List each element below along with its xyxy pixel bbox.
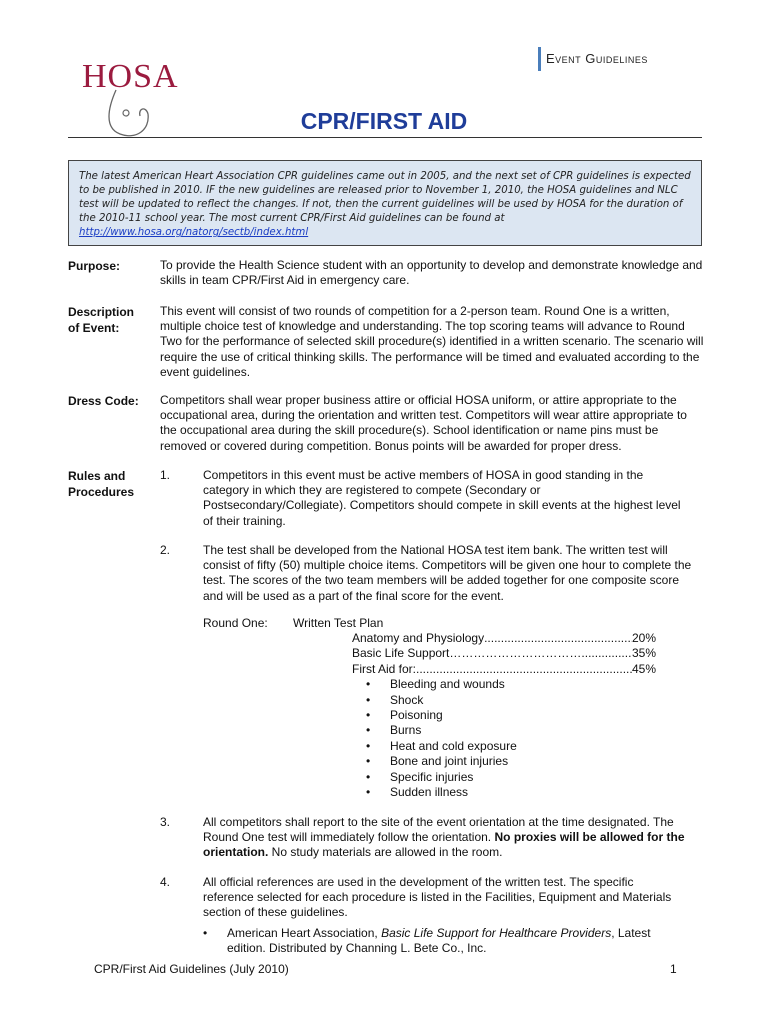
plan-topic: First Aid for: [352,661,417,676]
rules-label [68,468,134,500]
section-label: Event Guidelines [546,51,648,66]
test-plan-row [352,646,656,661]
rule-text: Competitors in this event must be active members of HOSA in good standing in the category in which they are registered to compete (Secondary or Postsecondary/Collegiate). Competitors should compete in skill events at the highest level of their training. [203,468,681,528]
rules-label-line1: Rules and [68,469,126,483]
dot-leader [588,646,632,661]
plan-percent: 45% [631,661,656,676]
rule-text: The test shall be developed from the National HOSA test item bank. The written test will consist of fifty (50) multiple choice items. Competitors will be given one hour to complete the test. The scores of the two team members will be added together for one composite score and will be used as a part of the final score for the event. [203,543,692,603]
test-plan-row [352,662,656,677]
header-accent-bar [538,47,541,71]
footer-title: CPR/First Aid Guidelines (July 2010) [94,962,289,976]
plan-percent: 20% [631,631,656,645]
dot-leader [416,662,632,677]
round-one-label: Round One: [203,616,268,630]
description-label [68,304,134,336]
list-item: • Sudden illness [362,785,656,800]
plan-percent: 35% [631,646,656,661]
reference-text: , Latest edition. Distributed by Channing L. Bete Co., Inc. [227,926,651,956]
list-item: • Poisoning [362,708,656,723]
description-label-line2: of Event: [68,321,120,335]
rule-number: 3. [160,815,171,829]
rule-text-part: No study materials are allowed in the room. [268,845,503,860]
guidelines-link[interactable]: http://www.hosa.org/natorg/sectb/index.html [79,227,309,238]
dress-code-label: Dress Code: [68,394,139,408]
title-divider [68,137,702,138]
reference-title: Basic Life Support for Healthcare Providers [381,926,612,940]
rule-text: All official references are used in the development of the written test. The specific reference selected for each procedure is listed in the Facilities, Equipment and Materials section of these guidelines. [203,875,672,920]
reference-item [199,926,679,957]
plan-topic: Basic Life Support…………………………….. [352,646,589,661]
rule-text [203,815,703,861]
reference-list [199,926,679,957]
rule-text-part: All competitors shall report to the site of the event orientation at the time designated. The Round One test will immediately follow the orientation. [203,815,674,845]
page-title: CPR/FIRST AID [300,108,468,134]
description-label-line1: Description [68,305,135,319]
list-item: • Specific injuries [362,770,656,785]
test-plan-table [352,631,656,800]
test-plan-title: Written Test Plan [293,616,384,630]
rule-text-bold: No proxies will be allowed for the orientation. [203,830,685,860]
dot-leader [484,631,632,646]
list-item: • Shock [362,693,656,708]
rule-number: 2. [160,543,171,557]
list-item: • Heat and cold exposure [362,739,656,754]
list-item: • Bone and joint injuries [362,754,656,769]
purpose-text: To provide the Health Science student with an opportunity to develop and demonstrate knowledge and skills in team CPR/First Aid in emergency care. [160,258,703,288]
guidelines-notice [68,160,702,246]
hosa-logo-text: HOSA [82,58,179,95]
notice-text: The latest American Heart Association CPR guidelines came out in 2005, and the next set of CPR guidelines is expected to be published in 2010. IF the new guidelines are released prior to November 1, 2010, the HOSA guidelines and NLC test will be updated to reflect the changes. If not, then the current guidelines will be used by HOSA for the duration of the 2010-11 school year. The most current CPR/First Aid guidelines can be found at [79,171,691,224]
list-item: • Bleeding and wounds [362,677,656,692]
list-item: • Burns [362,723,656,738]
plan-topic: Anatomy and Physiology [352,631,485,645]
reference-text: American Heart Association, [227,926,382,940]
dress-code-text: Competitors shall wear proper business attire or official HOSA uniform, or attire appropriate to the occupational area, during the orientation and written test. Competitors will wear attire appropriate to the occupational area during the skill procedure(s). School identification or name pins must be removed or covered during competition. Bonus points will be awarded for proper dress. [160,393,687,453]
rule-number: 4. [160,875,171,889]
page-number: 1 [670,962,677,976]
test-plan-row [352,631,656,646]
first-aid-topics [362,677,656,800]
purpose-label: Purpose: [68,259,121,273]
rules-label-line2: Procedures [68,485,135,499]
rule-number: 1. [160,468,171,482]
description-text: This event will consist of two rounds of competition for a 2-person team. Round One is a written, multiple choice test of knowledge and understanding. The top scoring teams will advance to Round Two for the performance of selected skill procedure(s) identified in a written scenario. The scenario will require the use of critical thinking skills. The performance will be timed and evaluated according to the event guidelines. [160,304,704,379]
